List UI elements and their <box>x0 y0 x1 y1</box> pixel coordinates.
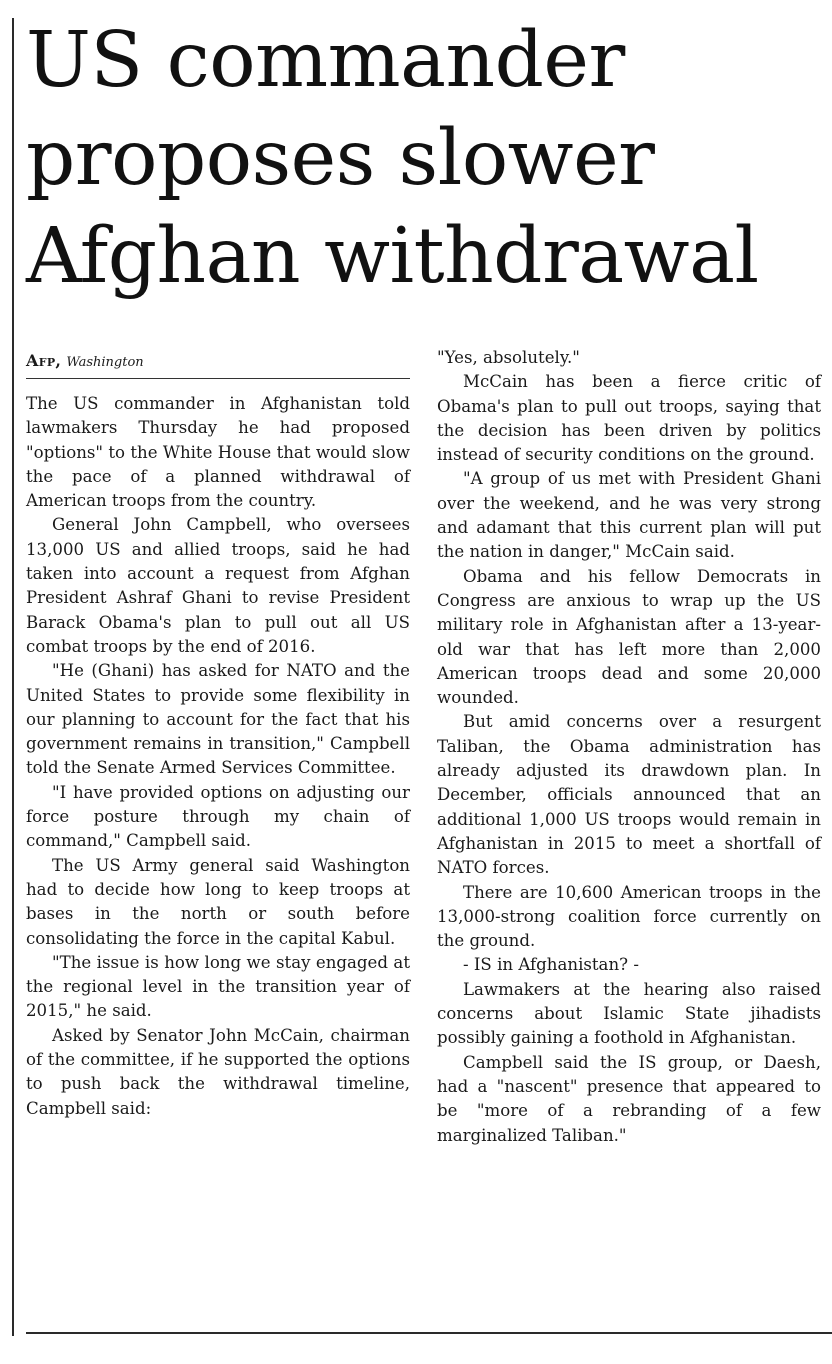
article-column-right <box>437 346 821 1148</box>
paragraph: "He (Ghani) has asked for NATO and the United States to provide some flexibility in our planning to account for the fact that his government remains in transition," Campbell told the Senate Armed Services Committee. <box>26 661 410 778</box>
subheading: - IS in Afghanistan? - <box>463 955 639 975</box>
paragraph: "I have provided options on adjusting our force posture through my chain of command," Campbell said. <box>26 782 410 851</box>
article-column-left <box>26 392 410 1121</box>
paragraph: But amid concerns over a resurgent Taliban, the Obama administration has already adjusted its drawdown plan. In December, officials announced that an additional 1,000 US troops would remain in Afghanistan in 2015 to meet a shortfall of NATO forces. <box>437 712 821 878</box>
byline-agency: Afp, <box>26 351 62 370</box>
paragraph: McCain has been a fierce critic of Obama's plan to pull out troops, saying that the decision has been driven by politics instead of security conditions on the ground. <box>437 372 821 465</box>
bottom-rule <box>26 1332 832 1334</box>
byline-dateline: Washington <box>66 355 144 370</box>
paragraph: Obama and his fellow Democrats in Congress are anxious to wrap up the US military role in Afghanistan after a 13-year-old war that has left more than 2,000 American troops dead and some 20,000 wounded. <box>437 566 821 708</box>
paragraph: Lawmakers at the hearing also raised concerns about Islamic State jihadists possibly gaining a foothold in Afghanistan. <box>437 979 821 1048</box>
byline-rule <box>26 378 410 379</box>
byline <box>26 350 410 374</box>
paragraph: The US commander in Afghanistan told lawmakers Thursday he had proposed "options" to the White House that would slow the pace of a planned withdrawal of American troops from the country. <box>26 394 410 511</box>
paragraph: There are 10,600 American troops in the 13,000-strong coalition force currently on the ground. <box>437 882 821 951</box>
paragraph: "A group of us met with President Ghani over the weekend, and he was very strong and adamant that this current plan will put the nation in danger," McCain said. <box>437 469 821 562</box>
paragraph: The US Army general said Washington had to decide how long to keep troops at bases in the north or south before consolidating the force in the capital Kabul. <box>26 855 410 948</box>
paragraph: Asked by Senator John McCain, chairman of the committee, if he supported the options to push back the withdrawal timeline, Campbell said: <box>26 1025 410 1118</box>
column-left-rule <box>12 18 14 1336</box>
paragraph: "Yes, absolutely." <box>437 348 580 367</box>
headline: US commander proposes slower Afghan withdrawal <box>26 16 759 301</box>
paragraph: "The issue is how long we stay engaged at the regional level in the transition year of 2015," he said. <box>26 952 410 1021</box>
paragraph: Campbell said the IS group, or Daesh, had a "nascent" presence that appeared to be "more of a rebranding of a few marginalized Taliban." <box>437 1052 821 1145</box>
paragraph: General John Campbell, who oversees 13,000 US and allied troops, said he had taken into account a request from Afghan President Ashraf Ghani to revise President Barack Obama's plan to pull out all US combat troops by the end of 2016. <box>26 515 410 656</box>
